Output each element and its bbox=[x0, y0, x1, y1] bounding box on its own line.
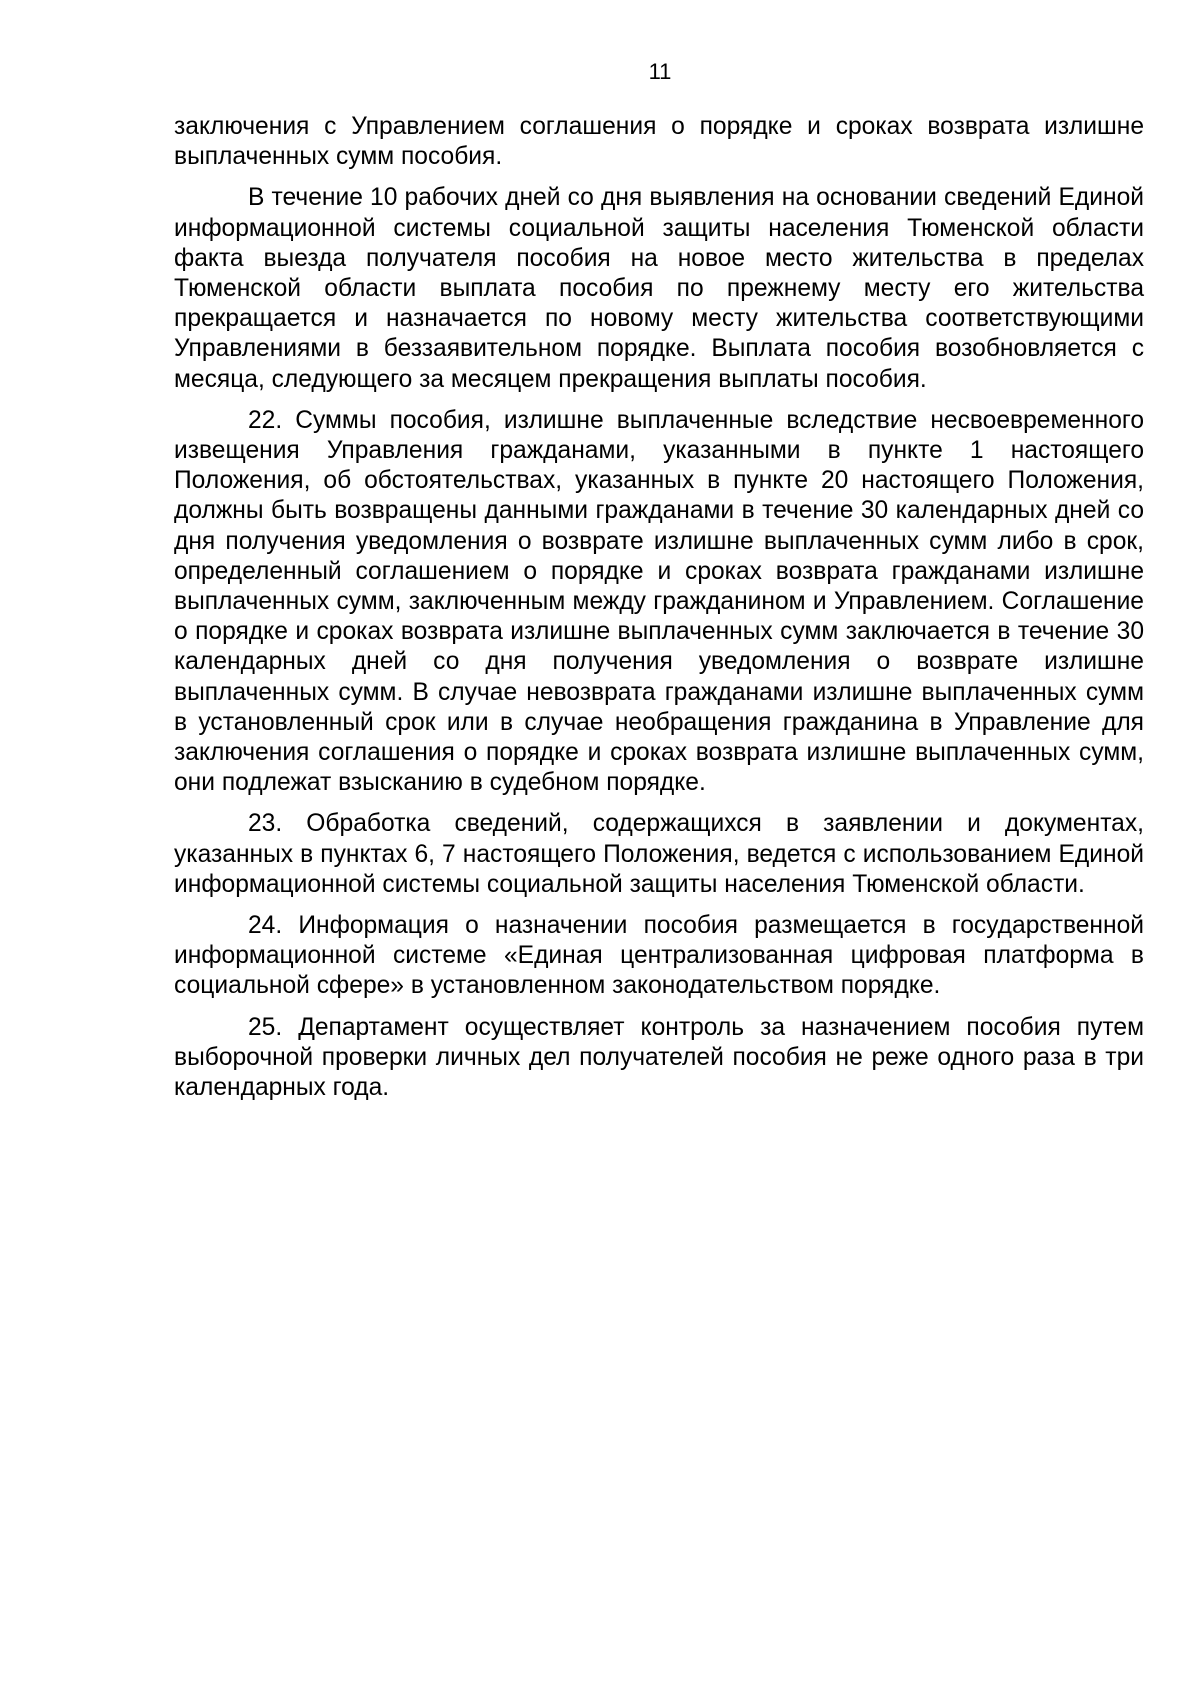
paragraph-22: 22. Суммы пособия, излишне выплаченные вследствие несвоевременного извещения Управления гражданами, указанными в пункте 1 настоящего Положения, об обстоятельствах, указанных в пункте 20 настоящего Положения, должны быть возвращены данными гражданами в течение 30 календарных дней со дня получения уведомления о возврате излишне выплаченных сумм либо в срок, определенный соглашением о порядке и сроках возврата гражданами излишне выплаченных сумм, заключенным между гражданином и Управлением. Соглашение о порядке и сроках возврата излишне выплаченных сумм заключается в течение 30 календарных дней со дня получения уведомления о возврате излишне выплаченных сумм. В случае невозврата гражданами излишне выплаченных сумм в установленный срок или в случае необращения гражданина в Управление для заключения соглашения о порядке и сроках возврата излишне выплаченных сумм, они подлежат взысканию в судебном порядке. bbox=[174, 406, 1144, 797]
paragraph-25: 25. Департамент осуществляет контроль за назначением пособия путем выборочной проверки личных дел получателей пособия не реже одного раза в три календарных года. bbox=[174, 1013, 1144, 1102]
document-body bbox=[174, 112, 1144, 1114]
paragraph-continuation: заключения с Управлением соглашения о порядке и сроках возврата излишне выплаченных сумм пособия. bbox=[174, 113, 1144, 171]
paragraph-relocation: В течение 10 рабочих дней со дня выявления на основании сведений Единой информационной системы социальной защиты населения Тюменской области факта выезда получателя пособия на новое место жительства в пределах Тюменской области выплата пособия по прежнему месту его жительства прекращается и назначается по новому месту жительства соответствующими Управлениями в беззаявительном порядке. Выплата пособия возобновляется с месяца, следующего за месяцем прекращения выплаты пособия. bbox=[174, 184, 1144, 393]
paragraph-24: 24. Информация о назначении пособия размещается в государственной информационной системе «Единая централизованная цифровая платформа в социальной сфере» в установленном законодательством порядке. bbox=[174, 912, 1144, 1000]
page-number: 11 bbox=[648, 59, 672, 84]
paragraph-23: 23. Обработка сведений, содержащихся в заявлении и документах, указанных в пунктах 6, 7 настоящего Положения, ведется с использованием Единой информационной системы социальной защиты населения Тюменской области. bbox=[174, 810, 1144, 898]
